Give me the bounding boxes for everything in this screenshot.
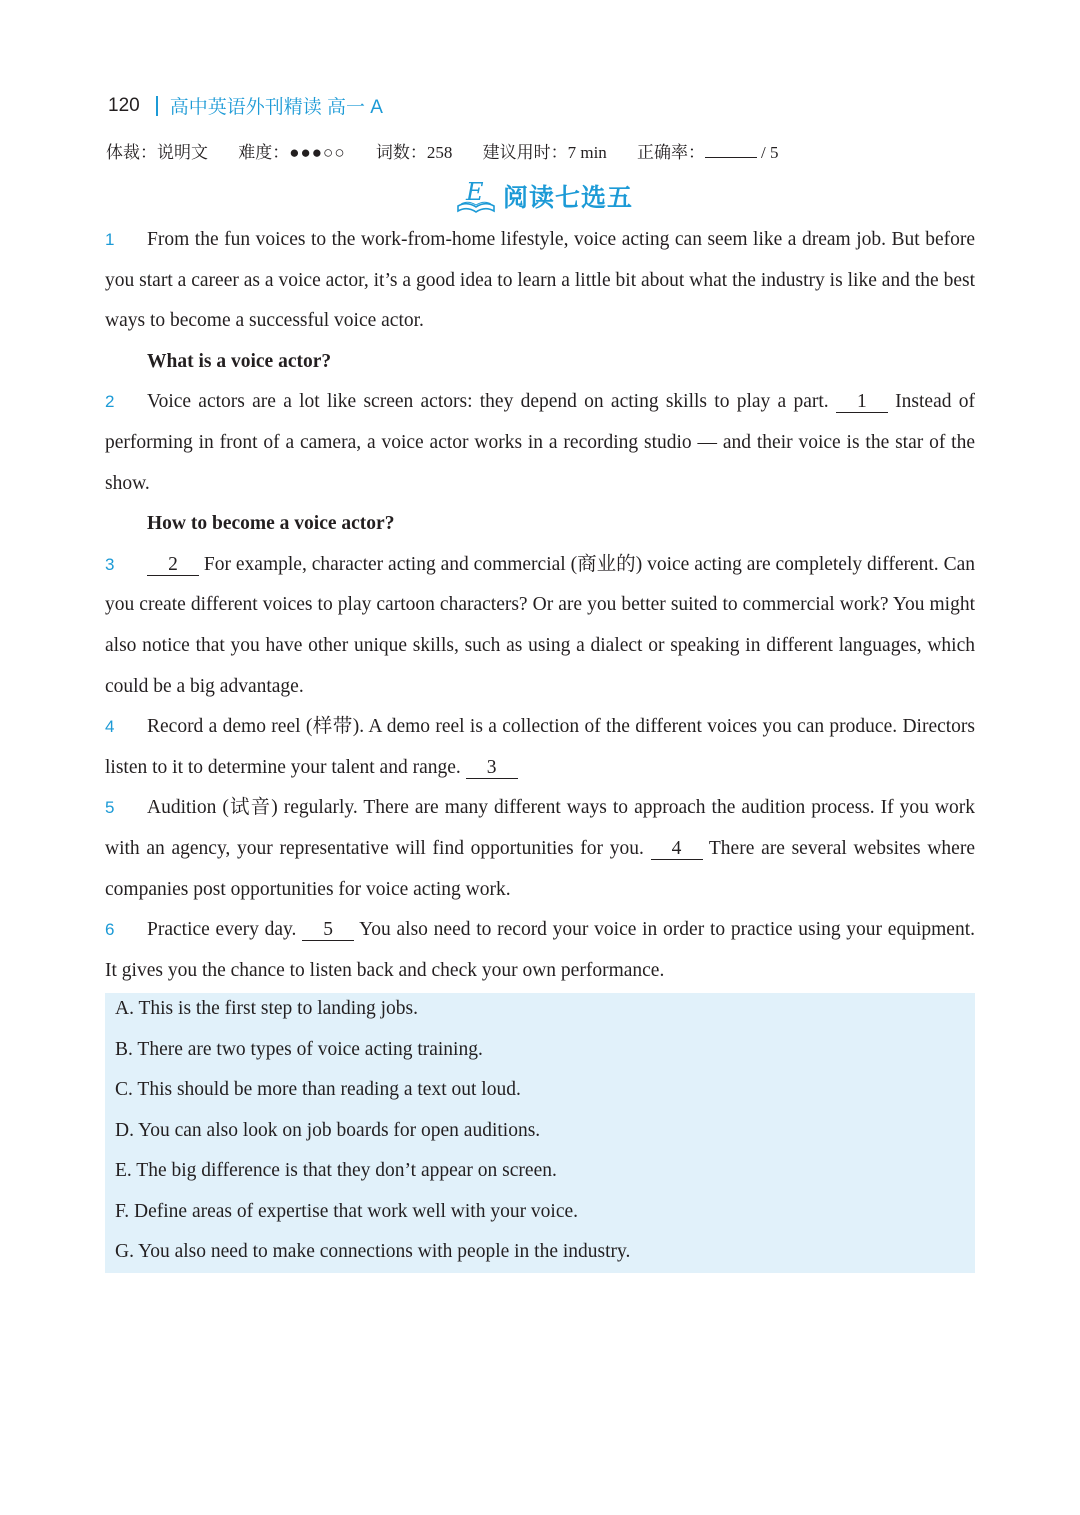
passage: [105, 220, 975, 991]
page-header: [108, 92, 383, 119]
difficulty-label: 难度：: [238, 143, 290, 162]
paragraph-1: [105, 220, 975, 342]
paragraph-text: Practice every day.: [147, 919, 303, 941]
paragraph-number: 5: [105, 798, 115, 818]
genre: 体裁：说明文: [106, 143, 208, 162]
paragraph-text: From the fun voices to the work-from-home lifestyle, voice acting can seem like a dream job. But before you start a career as a voice actor, it’s a good idea to learn a little bit about what the industry is like and the best ways to become a successful voice actor.: [105, 229, 975, 332]
answer-blank-5[interactable]: 5: [302, 920, 354, 941]
paragraph-6: [105, 910, 975, 991]
paragraph-text: Record a demo reel (样带). A demo reel is a collection of the different voices you can produce. Directors listen to it to determine your talent and range.: [105, 716, 975, 778]
answer-blank-3[interactable]: 3: [466, 758, 518, 779]
paragraph-text: Instead of performing in front of a camera, a voice actor works in a recording studio — and their voice is the star of the show.: [105, 391, 975, 494]
paragraph-number: 4: [105, 717, 115, 737]
paragraph-3: [105, 545, 975, 707]
difficulty: [238, 143, 345, 162]
section-title: [0, 176, 1080, 216]
option-b[interactable]: B. There are two types of voice acting training.: [115, 1039, 483, 1060]
exercise-meta: [106, 138, 805, 163]
option-e[interactable]: E. The big difference is that they don’t appear on screen.: [115, 1160, 557, 1181]
accuracy-label: 正确率：: [637, 143, 706, 162]
section-icon-letter: E: [465, 178, 484, 206]
book-title: 高中英语外刊精读 高一 A: [169, 97, 383, 118]
paragraph-text: You also need to record your voice in order to practice using your equipment. It gives you the chance to listen back and check your own performance.: [105, 919, 975, 981]
answer-blank-4[interactable]: 4: [651, 839, 703, 860]
option-d[interactable]: D. You can also look on job boards for open auditions.: [115, 1120, 541, 1141]
paragraph-text: Audition (试音) regularly. There are many different ways to approach the audition process. If you work with an agency, your representative will find opportunities for you.: [105, 797, 975, 859]
difficulty-dots: ●●●○○: [289, 143, 346, 162]
paragraph-text: There are several websites where companies post opportunities for voice acting work.: [105, 837, 975, 900]
accuracy-blank[interactable]: [705, 143, 757, 158]
option-c[interactable]: C. This should be more than reading a text out loud.: [115, 1079, 521, 1100]
option-a[interactable]: A. This is the first step to landing jobs.: [115, 998, 418, 1019]
answer-blank-2[interactable]: 2: [147, 555, 199, 576]
paragraph-text: Voice actors are a lot like screen actors: they depend on acting skills to play a part.: [147, 391, 836, 413]
word-count: 词数：258: [375, 143, 453, 162]
suggested-time: 建议用时：7 min: [482, 143, 607, 162]
option-f[interactable]: F. Define areas of expertise that work well with your voice.: [115, 1201, 579, 1222]
open-book-icon: [455, 176, 497, 216]
option-g[interactable]: G. You also need to make connections with people in the industry.: [115, 1241, 631, 1262]
paragraph-2: [105, 382, 975, 504]
paragraph-number: 1: [105, 230, 115, 249]
accuracy-total: / 5: [761, 143, 779, 162]
paragraph-5: [105, 788, 975, 910]
subheading-what-is: What is a voice actor?: [147, 350, 332, 372]
paragraph-4: [105, 707, 975, 788]
answer-blank-1[interactable]: 1: [836, 392, 888, 413]
paragraph-number: 2: [105, 392, 115, 412]
accuracy: [637, 143, 778, 162]
paragraph-number: 3: [105, 554, 115, 574]
options-box: [105, 993, 975, 1273]
subheading-how-to: How to become a voice actor?: [147, 513, 395, 535]
paragraph-number: 6: [105, 920, 115, 940]
paragraph-text: For example, character acting and commercial (商业的) voice acting are completely different. Can you create different voices to play cartoon characters? Or are you better suited to commercial work? You might also notice that you have other unique skills, such as using a dialect or speaking in different languages, which could be a big advantage.: [105, 553, 975, 697]
section-label: 阅读七选五: [502, 183, 633, 212]
header-divider: [156, 96, 158, 116]
page-number: 120: [108, 94, 140, 116]
